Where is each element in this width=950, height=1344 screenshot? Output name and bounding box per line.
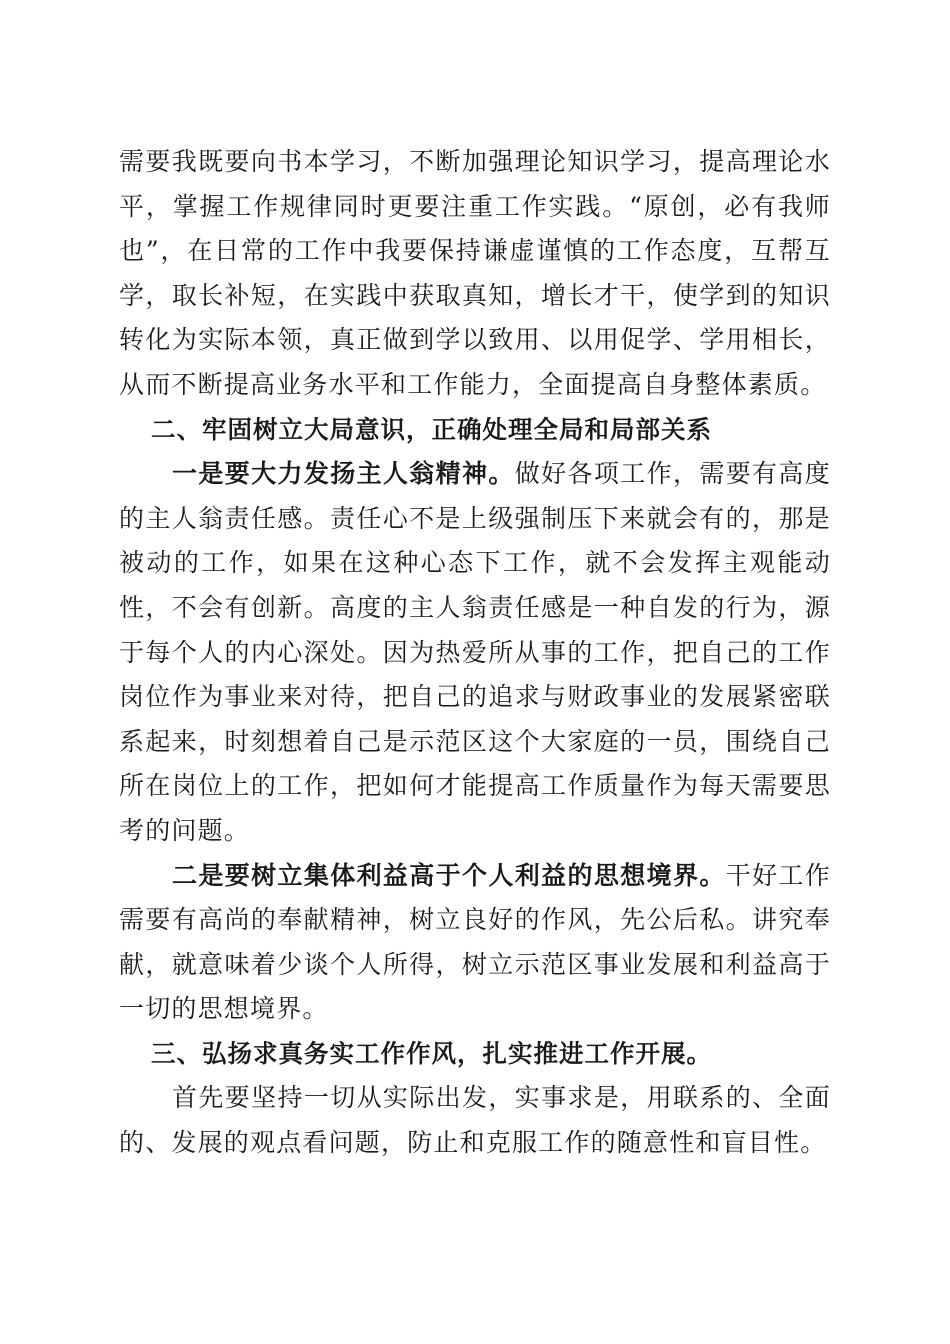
paragraph-text: 首先要坚持一切从实际出发，实事求是，用联系的、全面的、发展的观点看问题，防止和克服工作的随意性和盲目性。	[119, 1083, 831, 1158]
paragraph-text: 干好工作需要有高尚的奉献精神，树立良好的作风，先公后私。讲究奉献，就意味着少谈个人所得，树立示范区事业发展和利益高于一切的思想境界。	[119, 860, 832, 1024]
paragraph-text: 做好各项工作，需要有高度的主人翁责任感。责任心不是上级强制压下来就会有的，那是被动的工作，如果在这种心态下工作，就不会发挥主观能动性，不会有创新。高度的主人翁责任感是一种自发的行为，源于每个人的内心深处。因为热爱所从事的工作，把自己的工作岗位作为事业来对待，把自己的追求与财政事业的发展紧密联系起来，时刻想着自己是示范区这个大家庭的一员，围绕自己所在岗位上的工作，把如何才能提高工作质量作为每天需要思考的问题。	[119, 459, 831, 845]
section-heading-text: 二、牢固树立大局意识，正确处理全局和局部关系	[151, 414, 712, 444]
document-body	[119, 140, 831, 1166]
paragraph-collective-interest	[119, 854, 831, 1032]
paragraph-lead: 二是要树立集体利益高于个人利益的思想境界。	[172, 860, 726, 890]
section-heading-2	[119, 408, 831, 453]
paragraph-ownership-spirit	[119, 452, 831, 853]
paragraph-seek-truth	[119, 1076, 831, 1165]
paragraph-continued	[119, 140, 831, 408]
paragraph-text: 需要我既要向书本学习，不断加强理论知识学习，提高理论水平，掌握工作规律同时更要注重工作实践。“原创，必有我师也”，在日常的工作中我要保持谦虚谨慎的工作态度，互帮互学，取长补短，在实践中获取真知，增长才干，使学到的知识转化为实际本领，真正做到学以致用、以用促学、学用相长，从而不断提高业务水平和工作能力，全面提高自身整体素质。	[119, 147, 831, 399]
section-heading-text: 三、弘扬求真务实工作作风，扎实推进工作开展。	[151, 1038, 712, 1068]
section-heading-3	[119, 1032, 831, 1077]
paragraph-lead: 一是要大力发扬主人翁精神。	[172, 459, 515, 489]
